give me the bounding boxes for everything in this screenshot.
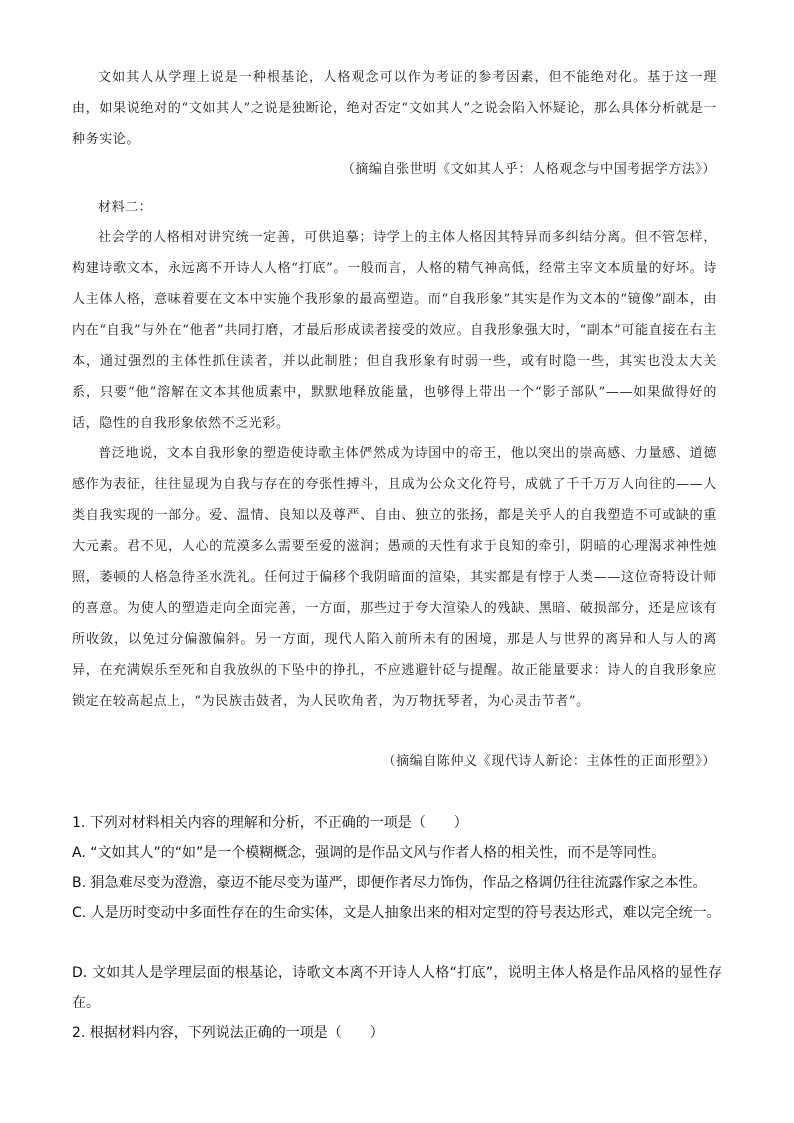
question-1-option-c: C. 人是历时变动中多面性存在的生命实体，文是人抽象出来的相对定型的符号表达形式，难以完全统一。 xyxy=(72,905,721,921)
material2-paragraph-2: 普泛地说，文本自我形象的塑造使诗歌主体俨然成为诗国中的帝王，他以突出的崇高感、力量感、道德感作为表征，往往显现为自我与存在的夸张性搏斗，且成为公众文化符号，成就了千千万万人向往的——人类自我实现的一部分。爱、温情、良知以及尊严、自由、独立的张扬，都是关乎人的自我塑造不可或缺的重大元素。君不见，人心的荒漠多么需要至爱的滋润；愚顽的天性有求于良知的牵引，阴暗的心理渴求神性烛照，萎顿的人格急待圣水洗礼。任何过于偏移个我阴暗面的渲染，其实都是有悖于人类——这位奇特设计师的喜意。为使人的塑造走向全面完善，一方面，那些过于夸大渲染人的残缺、黑暗、破损部分，还是应该有所收敛，以免过分偏激偏斜。另一方面，现代人陷入前所未有的困境，那是人与世界的离异和人与人的离异，在充满娱乐至死和自我放纵的下坠中的挣扎，不应逃避针砭与提醒。故正能量要求：诗人的自我形象应锁定在较高起点上，“为民族击鼓者，为人民吹角者，为万物抚琴者，为心灵击节者”。 xyxy=(72,446,717,709)
question-1-stem: 1. 下列对材料相关内容的理解和分析，不正确的一项是（ ） xyxy=(72,815,468,831)
question-1-option-b: B. 狷急难尽变为澄澹，豪迈不能尽变为谨严，即便作者尽力饰伪，作品之格调仍往往流露作家之本性。 xyxy=(72,875,707,891)
material2-heading: 材料二： xyxy=(98,200,153,215)
question-2-stem: 2. 根据材料内容，下列说法正确的一项是（ ） xyxy=(72,1025,384,1041)
material2-source: （摘编自陈仲义《现代诗人新论：主体性的正面形塑》） xyxy=(382,754,716,769)
question-1-option-d: D. 文如其人是学理层面的根基论，诗歌文本离不开诗人人格“打底”，说明主体人格是作品风格的显性存在。 xyxy=(72,965,722,1011)
material1-closing-paragraph: 文如其人从学理上说是一种根基论，人格观念可以作为考证的参考因素，但不能绝对化。基于这一理由，如果说绝对的“文如其人”之说是独断论，绝对否定“文如其人”之说会陷入怀疑论，那么具体分析就是一种务实论。 xyxy=(72,70,717,147)
question-1-option-a: A. “文如其人”的“如”是一个模糊概念，强调的是作品文风与作者人格的相关性，而不是等同性。 xyxy=(72,845,666,861)
material2-paragraph-1: 社会学的人格相对讲究统一定善，可供追摹；诗学上的主体人格因其特异而多纠结分离。但不管怎样，构建诗歌文本，永远离不开诗人人格“打底”。一般而言，人格的精气神高低，经常主宰文本质量的好坏。诗人主体人格，意味着要在文本中实施个我形象的最高塑造。而“自我形象”其实是作为文本的“镜像”副本，由内在“自我”与外在“他者”共同打磨，才最后形成读者接受的效应。自我形象强大时，“副本”可能直接在右主本，通过强烈的主体性抓住读者，并以此制胜；但自我形象有时弱一些，或有时隐一些，其实也没太大关系，只要“他”溶解在文本其他质素中，默默地释放能量，也够得上带出一个“影子部队”——如果做得好的话，隐性的自我形象依然不乏光彩。 xyxy=(72,230,717,431)
material1-source: （摘编自张世明《文如其人乎：人格观念与中国考据学方法》） xyxy=(341,162,716,177)
